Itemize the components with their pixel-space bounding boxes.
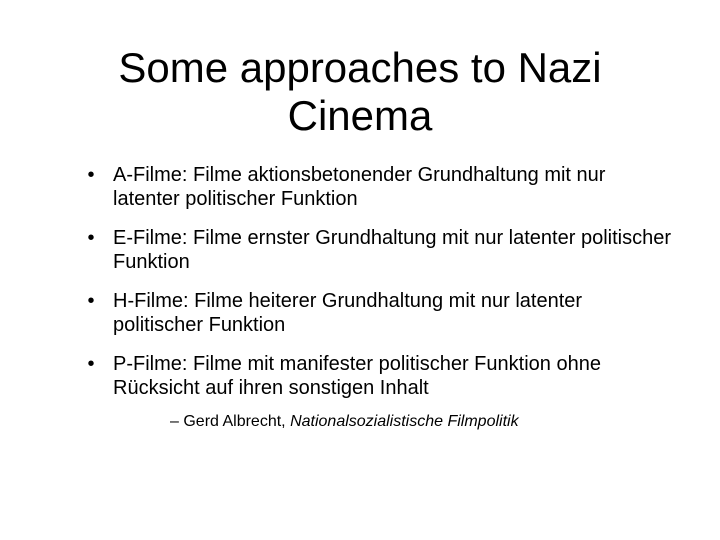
bullet-text: H-Filme: Filme heiterer Grundhaltung mit nur latenter politischer Funktion <box>113 290 583 336</box>
bullet-text: A-Filme: Filme aktionsbetonender Grundhaltung mit nur latenter politischer Funktion <box>113 164 606 210</box>
attribution-author: – Gerd Albrecht, <box>170 413 291 430</box>
bullet-dot-icon: • <box>87 164 95 186</box>
bullet-item-e-filme <box>87 226 673 274</box>
attribution <box>170 412 690 432</box>
bullet-list <box>87 163 673 415</box>
slide-title <box>60 44 660 140</box>
attribution-work-title: Nationalsozialistische Filmpolitik <box>290 413 519 430</box>
bullet-dot-icon: • <box>87 227 95 249</box>
bullet-item-h-filme <box>87 289 673 337</box>
bullet-text: P-Filme: Filme mit manifester politischer Funktion ohne Rücksicht auf ihren sonstigen Inhalt <box>113 353 601 399</box>
bullet-text: E-Filme: Filme ernster Grundhaltung mit nur latenter politischer Funktion <box>113 227 671 273</box>
bullet-item-p-filme <box>87 352 673 400</box>
bullet-item-a-filme <box>87 163 673 211</box>
bullet-dot-icon: • <box>87 290 95 312</box>
slide-title-line-1: Some approaches to Nazi <box>118 44 602 91</box>
bullet-dot-icon: • <box>87 353 95 375</box>
slide-title-line-2: Cinema <box>287 92 433 139</box>
